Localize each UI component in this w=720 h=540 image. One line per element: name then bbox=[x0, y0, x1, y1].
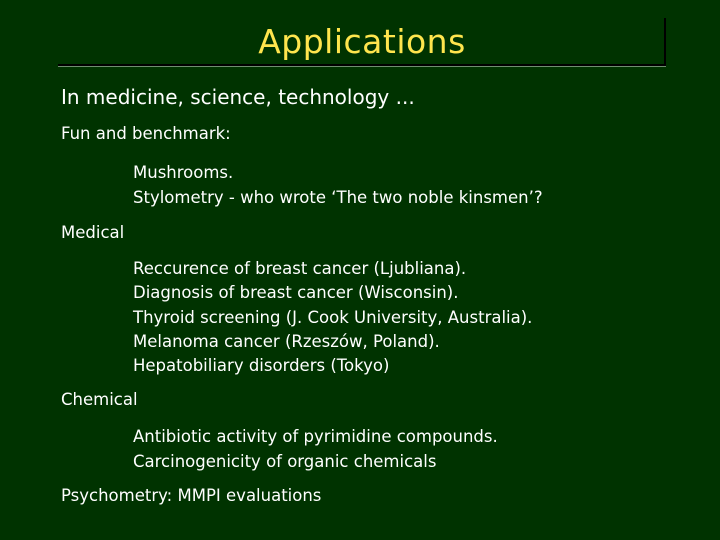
footer-line-psychometry: Psychometry: MMPI evaluations bbox=[61, 486, 322, 505]
title-underline bbox=[58, 64, 666, 66]
section-heading-medical: Medical bbox=[61, 223, 125, 242]
title-corner-line bbox=[664, 18, 666, 66]
list-item: Melanoma cancer (Rzeszów, Poland). bbox=[133, 332, 440, 351]
list-item: Hepatobiliary disorders (Tokyo) bbox=[133, 356, 390, 375]
section-heading-fun: Fun and benchmark: bbox=[61, 124, 231, 143]
intro-line: In medicine, science, technology ... bbox=[61, 85, 415, 109]
list-item: Antibiotic activity of pyrimidine compounds. bbox=[133, 427, 498, 446]
list-item: Stylometry - who wrote ‘The two noble kinsmen’? bbox=[133, 188, 543, 207]
list-item: Carcinogenicity of organic chemicals bbox=[133, 452, 437, 471]
section-heading-chemical: Chemical bbox=[61, 390, 138, 409]
list-item: Thyroid screening (J. Cook University, Australia). bbox=[133, 308, 533, 327]
list-item: Diagnosis of breast cancer (Wisconsin). bbox=[133, 283, 459, 302]
slide-title: Applications bbox=[258, 22, 466, 61]
list-item: Reccurence of breast cancer (Ljubliana). bbox=[133, 259, 467, 278]
list-item: Mushrooms. bbox=[133, 163, 234, 182]
title-area bbox=[58, 18, 666, 66]
